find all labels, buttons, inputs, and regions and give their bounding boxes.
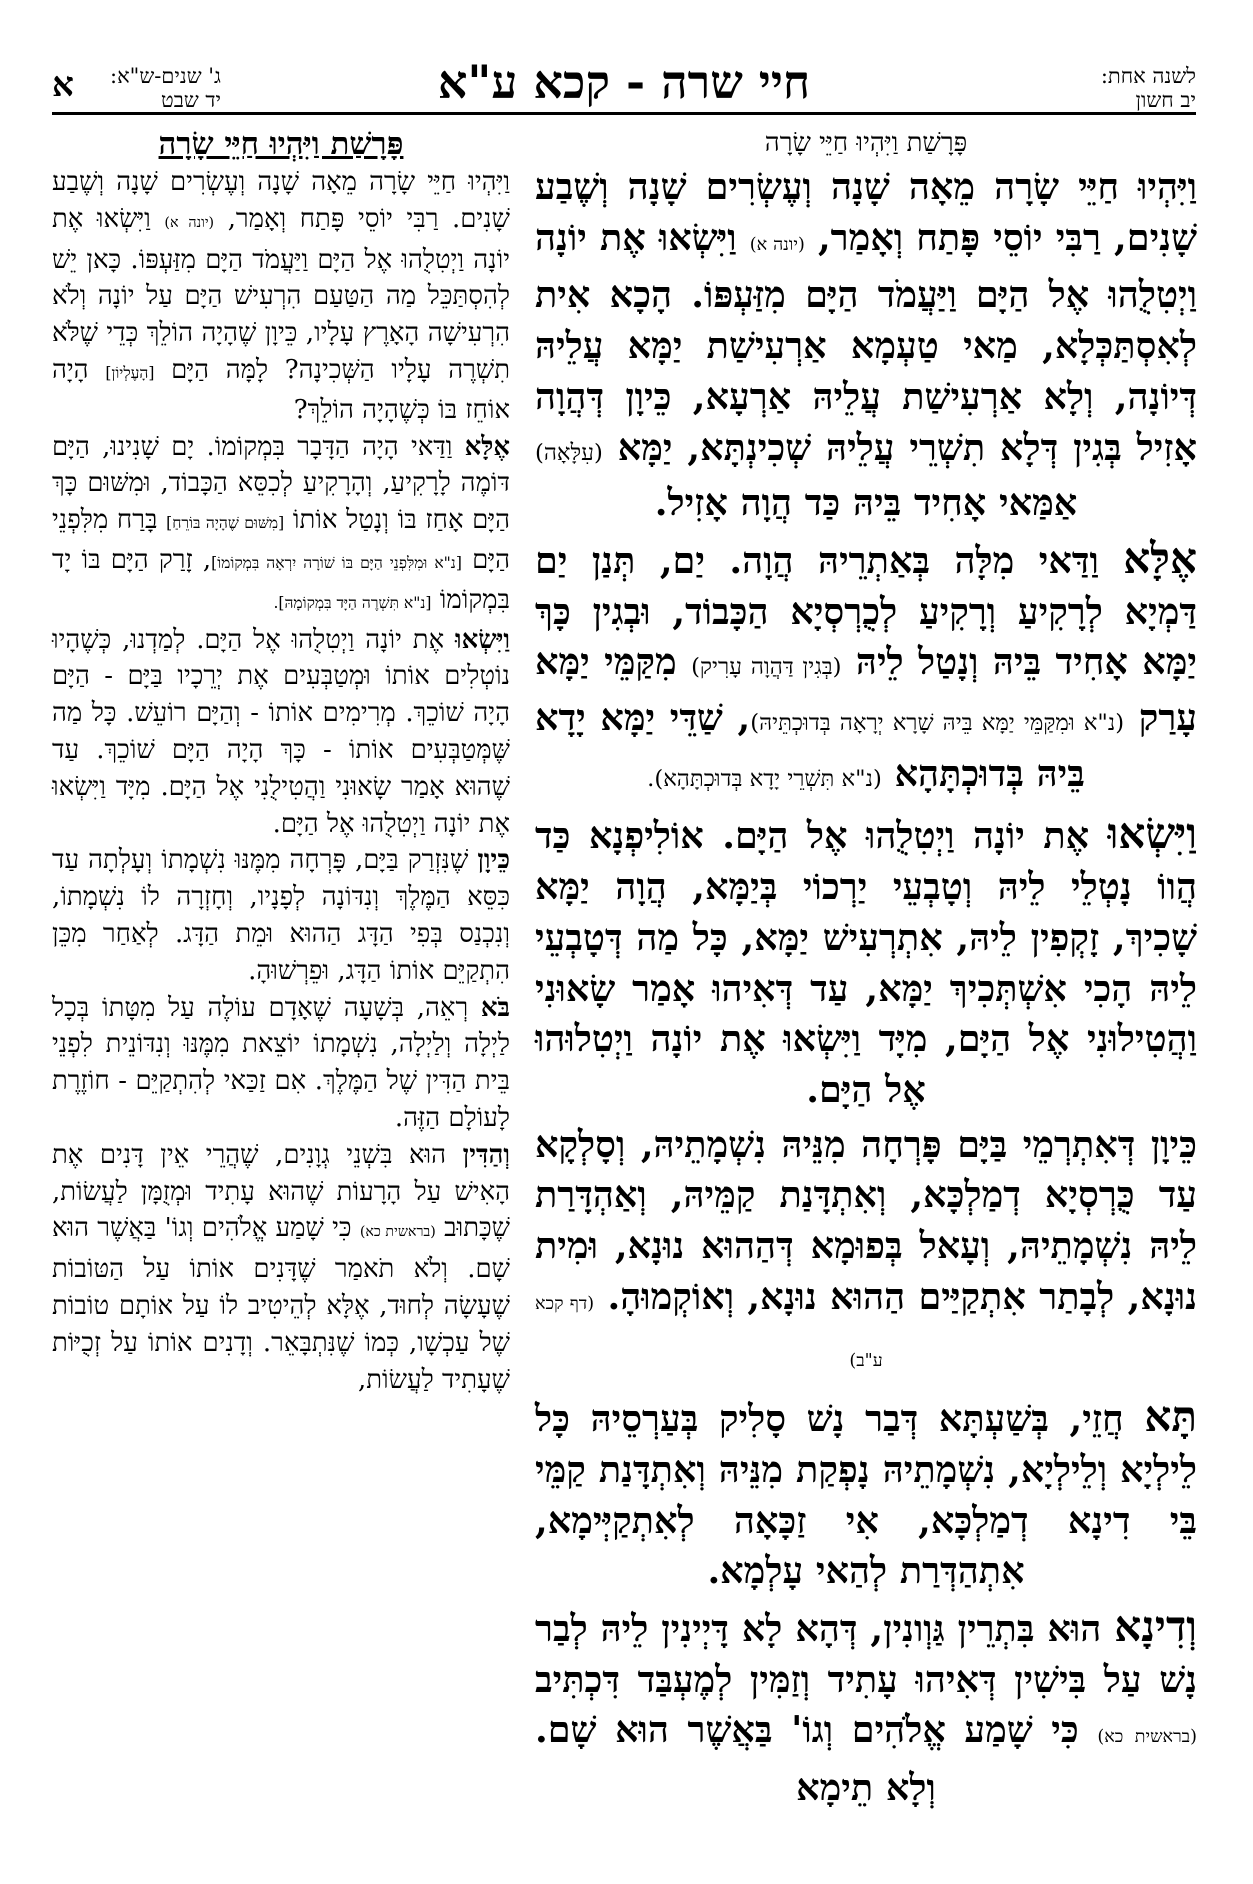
variant-note: [נ"א תִּשְׁרֶה הַיָּד בִּמְקוֹמָהּ]. xyxy=(273,593,432,612)
lead-word: וַיִּשְׂאוּ xyxy=(1107,808,1197,859)
text-span: , שַׁדֵּי יַמָּא יָדָא בֵּיהּ בְּדוּכְתָּהָא xyxy=(535,696,1085,795)
hebrew-paragraph-6 xyxy=(52,1137,510,1399)
aramaic-paragraph-2 xyxy=(535,533,1197,805)
source-reference: (יונה א) xyxy=(164,214,215,231)
text-span: מִקַּמֵּי יַמָּא עָרַק xyxy=(535,640,1197,740)
text-span: שֶׁנִּזְרַק בַּיָּם, פָּרְחָה מִמֶּנּוּ נִשְׁמָתוֹ וְעָלְתָה עַד כִּסֵּא הַמֶּלֶךְ וְנִדּוֹנָה לְפָנָיו, וְחָזְרָה לוֹ נִשְׁמָתוֹ, וְנִכְנַס בְּפִי הַדָּג הַהוּא וּמֵת הַדָּג. לְאַחַר מִכֵּן הִתְקַיֵּם אוֹתוֹ הַדָּג, וּפֵרְשׁוּהָ. xyxy=(52,845,510,986)
lead-word: תָּא xyxy=(1144,1391,1197,1442)
hebrew-paragraph-1 xyxy=(52,164,510,429)
aramaic-paragraph-4 xyxy=(535,1120,1197,1388)
variant-note: [נ"א וּמִלִּפְנֵי הַיָּם בּוֹ שׁוֹרָה יִרְאָה בִּמְקוֹמוֹ] xyxy=(211,553,462,572)
text-span: וַדַּאי הָיָה הַדָּבָר בִּמְקוֹמוֹ. יָם שָׁנִינוּ, הַיָּם דּוֹמֶה לָרָקִיעַ, וְהָרָקִיעַ לְכִסֵּא הַכָּבוֹד, וּמִשּׁוּם כָּךְ הַיָּם אָחַז בּוֹ וְנָטַל אוֹתוֹ xyxy=(52,431,511,536)
source-reference: (בראשית כא) xyxy=(1097,1727,1197,1748)
lead-word: אֶלָּא xyxy=(1123,532,1197,583)
three-year-label: ג' שנים-ש"א: xyxy=(110,64,221,88)
text-span: אֶת יוֹנָה וַיְטִלֻהוּ אֶל הַיָּם. אוֹלִיפְנָא כַּד הֲווֹ נָטְלֵי לֵיהּ וְטָבְעֵי יַרְכוֹי בְּיַמָּא, הֲוָה יַמָּא שָׁכִיךְ, זָקְפִין לֵיהּ, אִתְרְעִישׁ יַמָּא, כָּל מַה דְּטָבְעֵי לֵיהּ הָכִי אִשְׁתְּכִיךְ יַמָּא, עַד דְּאִיהוּ אָמַר שָׂאוּנִי וַהֲטִילוּנִי אֶל הַיָּם, מִיָּד וַיִּשְׂאוּ אֶת יוֹנָה וַיְטִלוּהוּ אֶל הַיָּם. xyxy=(535,814,1197,1111)
variant-note: (עִלָּאָה) xyxy=(535,439,603,466)
text-span: אַמַּאי אָחִיד בֵּיהּ כַּד הֲוָה אָזִיל. xyxy=(654,481,1078,525)
source-reference: (בראשית כא) xyxy=(359,1224,436,1241)
text-span: הָיָה אוֹחֵז בּוֹ כְּשֶׁהָיָה הוֹלֵךְ? xyxy=(52,354,510,425)
text-span: כִּי שָׁמַע אֱלֹהִים וְגוֹ' בַּאֲשֶׁר הוּא שָׁם. וְלָא תֵימָא xyxy=(535,1708,1079,1810)
text-span: כֵּיוָן דְּאִתְרְמֵי בַּיָּם פָּרְחָה מִנֵּיהּ נִשְׁמָתֵיהּ, וְסָלְקָא עַד כֻּרְסְיָא דְמַלְכָּא, וְאִתְדָּנַת קַמֵּיהּ, וְאַהְדָּרַת לֵיהּ נִשְׁמָתֵיהּ, וְעָאל בְּפוּמָא דְּהַהוּא נוּנָא, וּמִית נוּנָא, לְבָתַר אִתְקַיַּים הַהוּא נוּנָא, וְאוֹקְמוּהָ. xyxy=(535,1122,1197,1318)
hebrew-paragraph-5 xyxy=(52,990,510,1137)
hebrew-paragraph-2 xyxy=(52,429,510,622)
text-span: אֶת יוֹנָה וַיְטִלֻהוּ אֶל הַיָּם. לְמַדְנוּ, כְּשֶׁהָיוּ נוֹטְלִים אוֹתוֹ וּמְטַבְּעִים אֶת יְרֵכָיו בַּיָּם - הַיָּם הָיָה שׁוֹכֵךְ. מְרִימִים אוֹתוֹ - וְהַיָּם רוֹעֵשׁ. כָּל מַה שֶּׁמְּטַבְּעִים אוֹתוֹ - כָּךְ הָיָה הַיָּם שׁוֹכֵךְ. עַד שֶׁהוּא אָמַר שָׂאוּנִי וַהֲטִילֻנִי אֶל הַיָּם. מִיָּד וַיִּשְׂאוּ אֶת יוֹנָה וַיְטִלֻהוּ אֶל הַיָּם. xyxy=(52,624,510,839)
text-span: , זָרַק הַיָּם בּוֹ יָד בִּמְקוֹמוֹ xyxy=(52,544,510,615)
left-section-title: פָּרָשַׁת וַיִּהְיוּ חַיֵּי שָׂרָה xyxy=(158,126,404,162)
text-span: כִּי שָׁמַע אֱלֹהִים וְגוֹ' בַּאֲשֶׁר הוּא שָׁם. וְלֹא תֹאמַר שֶׁדָּנִים אוֹתוֹ עַל הַטּוֹבוֹת שֶׁעָשָׂה לְחוּד, אֶלָּא לְהֵיטִיב לוֹ עַל אוֹתָם טוֹבוֹת שֶׁל עַכְשָׁו, כְּמוֹ שֶׁנִּתְבָּאֵר. וְדָנִים אוֹתוֹ עַל זְכֻיּוֹת שֶׁעָתִיד לַעֲשׂוֹת, xyxy=(52,1213,510,1395)
text-span: וַדַּאי מִלָּה בְּאַתְרֵיהּ הֲוָה. יַם, תְּנַן יַם דַּמְיָא לְרָקִיעַ וְרָקִיעַ לְכֻרְסְיָא הַכָּבוֹד, וּבְגִין כָּךְ יַמָּא אָחִיד בֵּיהּ וְנָטַל לֵיהּ xyxy=(535,538,1197,684)
aramaic-text-column xyxy=(535,126,1197,1866)
variant-note: (נ"א וּמִקַּמֵּי יַמָּא בֵּיהּ שָׁרָא יְרָאָה בְּדוּכְתֵּיהּ) xyxy=(750,710,1125,737)
one-year-label: לשנה אחת: xyxy=(1100,64,1196,88)
page-header xyxy=(52,55,1196,115)
right-section-title: פָּרָשַׁת וַיִּהְיוּ חַיֵּי שָׂרָה xyxy=(764,128,968,158)
text-span: וַיִּהְיוּ חַיֵּי שָׂרָה מֵאָה שָׁנָה וְעֶשְׂרִים שָׁנָה וְשֶׁבַע שָׁנִים. רַבִּי יוֹסֵי פָּתַח וְאָמַר, xyxy=(52,167,510,234)
lead-word: וְהַדִּין xyxy=(462,1139,510,1170)
header-rule xyxy=(52,112,1196,115)
study-schedule-three-year xyxy=(110,64,221,112)
variant-note: [הָעֶלְיוֹן] xyxy=(105,363,155,382)
hebrew-paragraph-3 xyxy=(52,622,510,843)
aramaic-paragraph-3 xyxy=(535,808,1197,1115)
one-year-date: יב חשון xyxy=(1135,88,1196,112)
text-span: בָּרַח מִלִּפְנֵי הַיָּם xyxy=(52,505,510,575)
three-year-date: יד שבט xyxy=(161,88,221,112)
aramaic-paragraph-1 xyxy=(535,162,1197,529)
page-title: חיי שרה - קכא ע"א xyxy=(437,55,811,109)
source-reference: (דף קכא ע"ב) xyxy=(535,1293,883,1372)
hebrew-translation-column xyxy=(52,126,510,1866)
lead-word: וְדִינָא xyxy=(1114,1600,1197,1651)
lead-word: אֶלָּא xyxy=(464,431,511,462)
source-reference: (יונה א) xyxy=(749,234,805,255)
lead-word: כֵּיוָן xyxy=(477,845,510,876)
text-span: הוּא בִּשְׁנֵי גְוָנִים, שֶׁהֲרֵי אֵין דָּנִים אֶת הָאִישׁ עַל הָרָעוֹת שֶׁהוּא עָתִיד וּמְזֻמָּן לַעֲשׂוֹת, שֶׁכָּתוּב xyxy=(52,1139,511,1244)
aramaic-paragraph-5 xyxy=(535,1391,1197,1597)
text-span: רְאֵה, בְּשָׁעָה שֶׁאָדָם עוֹלֶה עַל מִטָּתוֹ בְּכָל לַיְלָה וְלַיְלָה, נִשְׁמָתוֹ יוֹצֵאת מִמֶּנּוּ וְנִדּוֹנֵית לִפְנֵי בֵּית הַדִּין שֶׁל הַמֶּלֶךְ. אִם זַכַּאי לְהִתְקַיֵּם - חוֹזֶרֶת לָעוֹלָם הַזֶּה. xyxy=(52,992,510,1133)
text-span: הוּא בִּתְרֵין גַּוְונִין, דְּהָא לָא דָּיְינִין לֵיהּ לְבַר נָשׁ עַל בִּישִׁין דְּאִיהוּ עָתִיד וְזַמִּין לְמֶעְבַּד דִּכְתִּיב xyxy=(535,1606,1197,1701)
text-span: וַיִּשְׂאוּ אֶת יוֹנָה וַיְטִלֻהוּ אֶל הַיָּם וַיַּעֲמֹד הַיָּם מִזַּעְפּוֹ. כָּאן יֵשׁ לְהִסְתַּכֵּל מַה הַטַּעַם הִרְעִישׁ הַיָּם עַל יוֹנָה וְלֹא הִרְעִישָׁה הָאָרֶץ עָלָיו, כֵּיוָן שֶׁהָיָה הוֹלֵךְ כְּדֵי שֶׁלֹּא תִשְׁרֶה עָלָיו הַשְּׁכִינָה? לָמָּה הַיָּם xyxy=(52,203,511,385)
text-span: וַיִּהְיוּ חַיֵּי שָׂרָה מֵאָה שָׁנָה וְעֶשְׂרִים שָׁנָה וְשֶׁבַע שָׁנִים, רַבִּי יוֹסֵי פָּתַח וְאָמַר, xyxy=(535,165,1197,259)
variant-note: (נ"א תִּשְׁרֵי יָדָא בְּדוּכְתָּהָא). xyxy=(647,765,882,792)
page-number: א xyxy=(52,65,74,105)
lead-word: בֹּא xyxy=(480,992,510,1023)
hebrew-paragraph-4 xyxy=(52,842,510,989)
text-span: וַיִּשְׂאוּ אֶת יוֹנָה וַיְטִלֻהוּ אֶל הַיָּם וַיַּעֲמֹד הַיָּם מִזַּעְפּוֹ. הָכָא אִית לְאִסְתַּכְּלָא, מַאי טַעְמָא אַרְעִישַׁת יַמָּא עֲלֵיהּ דְּיוֹנָה, וְלָא אַרְעִישַׁת עֲלֵיהּ אַרְעָא, כֵּיוָן דְּהֲוָה אָזִיל בְּגִין דְּלָא תִשְׁרֵי עֲלֵיהּ שְׁכִינְתָּא, יַמָּא xyxy=(535,215,1197,469)
variant-note: (בְּגִין דַּהֲוָה עָרִיק) xyxy=(691,654,842,681)
text-span: חֲזֵי, בְּשַׁעְתָּא דְּבַר נָשׁ סָלִיק בְּעַרְסֵיהּ כָּל לֵילְיָא וְלֵילְיָא, נִשְׁמָתֵיהּ נָפְקַת מִנֵּיהּ וְאִתְדָּנַת קַמֵּי בֵּי דִינָא דְמַלְכָּא, אִי זַכָּאָה לְאִתְקַיְּימָא, אִתְהַדְּרַת לְהַאי עָלְמָא. xyxy=(535,1397,1197,1593)
lead-word: וַיִּשְׂאוּ xyxy=(455,624,510,655)
variant-note: [מִשּׁוּם שֶׁהָיָה בּוֹרֵחַ] xyxy=(166,514,285,533)
aramaic-paragraph-6 xyxy=(535,1601,1197,1814)
